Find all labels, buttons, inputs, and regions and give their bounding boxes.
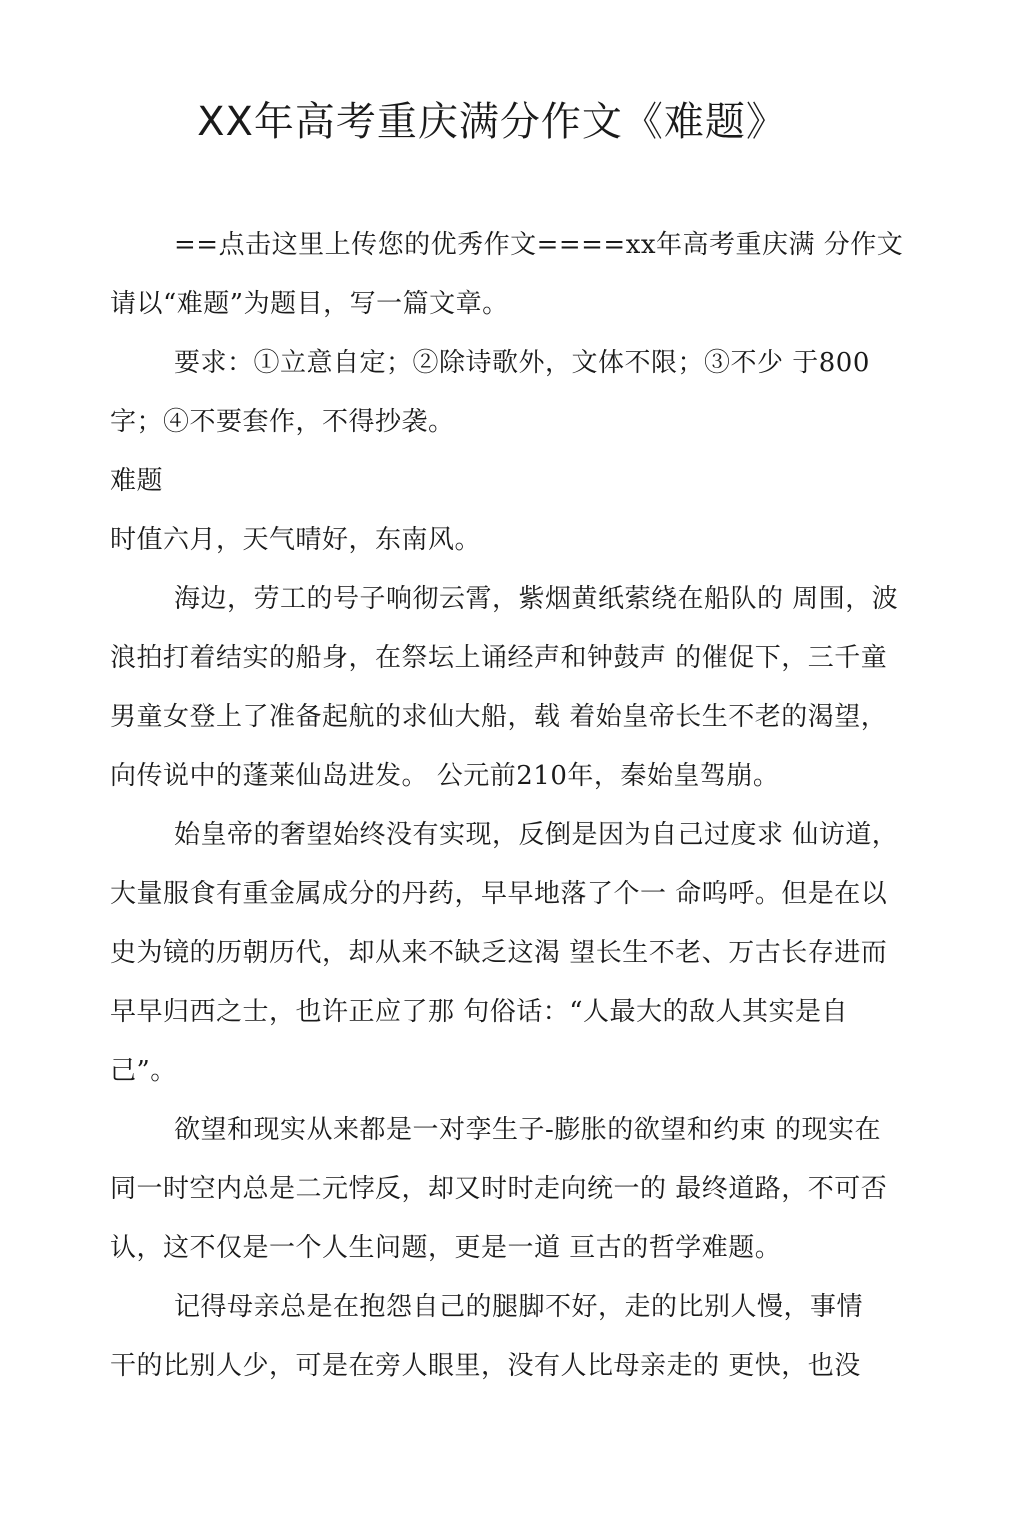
paragraph-line: 海边，劳工的号子响彻云霄，紫烟黄纸萦绕在船队的 周围，波	[174, 584, 899, 614]
paragraph-line: 时值六月，天气晴好，东南风。	[110, 525, 482, 555]
paragraph-line: 己”。	[110, 1056, 177, 1086]
paragraph-line: 同一时空内总是二元悖反，却又时时走向统一的 最终道路，不可否	[110, 1174, 888, 1204]
paragraph-line: 史为镜的历朝历代，却从来不缺乏这渴 望长生不老、万古长存进而	[110, 938, 888, 968]
paragraph-line: 请以“难题”为题目，写一篇文章。	[110, 289, 509, 319]
paragraph-line: 大量服食有重金属成分的丹药，早早地落了个一 命呜呼。但是在以	[110, 879, 888, 909]
paragraph-line: 要求：①立意自定；②除诗歌外，文体不限；③不少 于800	[174, 348, 870, 378]
paragraph-line: 浪拍打着结实的船身，在祭坛上诵经声和钟鼓声 的催促下，三千童	[110, 643, 888, 673]
paragraph-line: ==点击这里上传您的优秀作文====xx年高考重庆满 分作文	[174, 230, 904, 260]
document-body	[110, 216, 940, 1396]
paragraph-line: 始皇帝的奢望始终没有实现，反倒是因为自己过度求 仙访道，	[174, 820, 899, 850]
paragraph-line: 男童女登上了准备起航的求仙大船，载 着始皇帝长生不老的渴望，	[110, 702, 888, 732]
paragraph-line: 早早归西之士，也许正应了那 句俗话：“人最大的敌人其实是自	[110, 997, 849, 1027]
paragraph-line: 向传说中的蓬莱仙岛进发。 公元前210年，秦始皇驾崩。	[110, 761, 780, 791]
section-heading: 难题	[110, 466, 164, 496]
paragraph-line: 认，这不仅是一个人生问题，更是一道 亘古的哲学难题。	[110, 1233, 782, 1263]
paragraph-line: 记得母亲总是在抱怨自己的腿脚不好，走的比别人慢，事情	[174, 1292, 864, 1322]
paragraph-line: 干的比别人少，可是在旁人眼里，没有人比母亲走的 更快，也没	[110, 1351, 861, 1381]
paragraph-line: 字；④不要套作，不得抄袭。	[110, 407, 455, 437]
paragraph-line: 欲望和现实从来都是一对孪生子-膨胀的欲望和约束 的现实在	[174, 1115, 882, 1145]
document-title: XX年高考重庆满分作文《难题》	[197, 99, 787, 145]
